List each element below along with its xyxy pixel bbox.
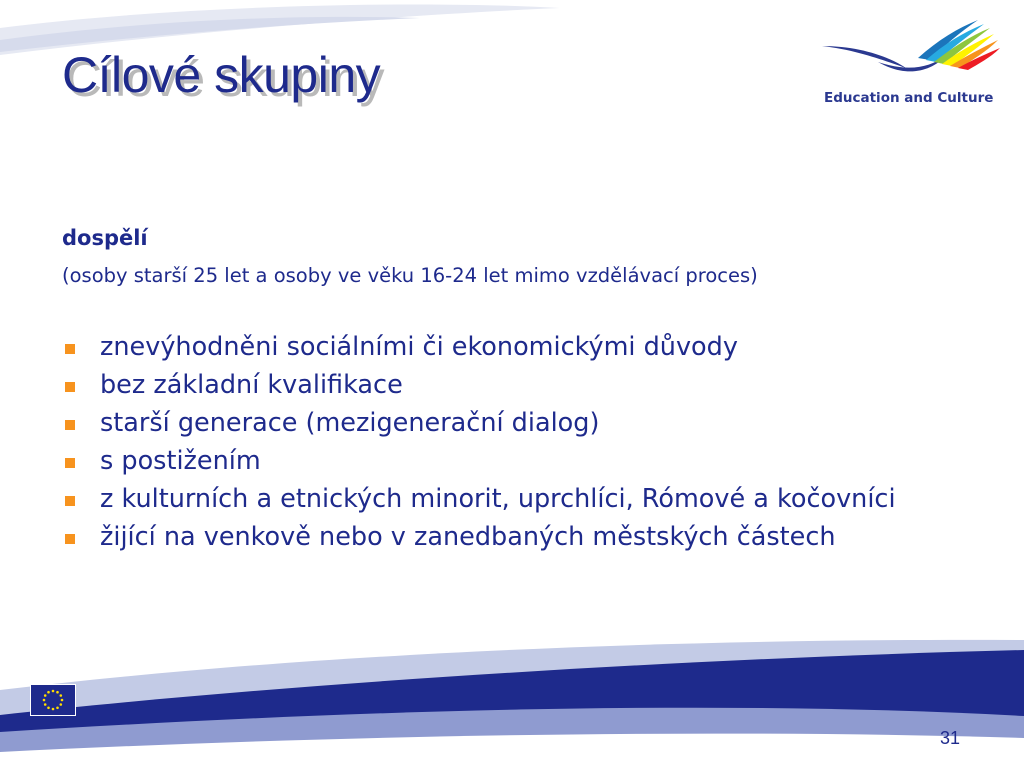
bullet-item [62, 333, 962, 361]
bullet-item [62, 409, 962, 437]
orange-square-bullet-icon [65, 496, 75, 506]
orange-square-bullet-icon [65, 534, 75, 544]
page-number: 31 [940, 728, 961, 748]
bullet-item [62, 447, 962, 475]
bullet-item [62, 485, 962, 513]
bullet-text: s postižením [100, 446, 261, 476]
bullet-item [62, 371, 962, 399]
slide-title: Cílové skupiny [62, 47, 381, 103]
orange-square-bullet-icon [65, 420, 75, 430]
bullet-text: starší generace (mezigenerační dialog) [100, 408, 600, 438]
bullet-text: znevýhodněni sociálními či ekonomickými důvody [100, 332, 738, 362]
bullet-list [62, 333, 962, 561]
subtitle-note: (osoby starší 25 let a osoby ve věku 16-24 let mimo vzdělávací proces) [62, 264, 758, 287]
logo-text: Education and Culture [824, 90, 994, 106]
bullet-text: žijící na venkově nebo v zanedbaných městských částech [100, 522, 836, 552]
bird-logo-icon [818, 16, 1002, 86]
bullet-text: z kulturních a etnických minorit, uprchlíci, Rómové a kočovníci [100, 484, 896, 514]
eu-flag-icon [30, 684, 76, 716]
orange-square-bullet-icon [65, 458, 75, 468]
bullet-item [62, 523, 962, 551]
education-and-culture-logo [818, 16, 1002, 116]
bullet-text: bez základní kvalifikace [100, 370, 403, 400]
orange-square-bullet-icon [65, 344, 75, 354]
subtitle: dospělí [62, 226, 148, 250]
bottom-swoosh-decoration [0, 620, 1024, 768]
orange-square-bullet-icon [65, 382, 75, 392]
